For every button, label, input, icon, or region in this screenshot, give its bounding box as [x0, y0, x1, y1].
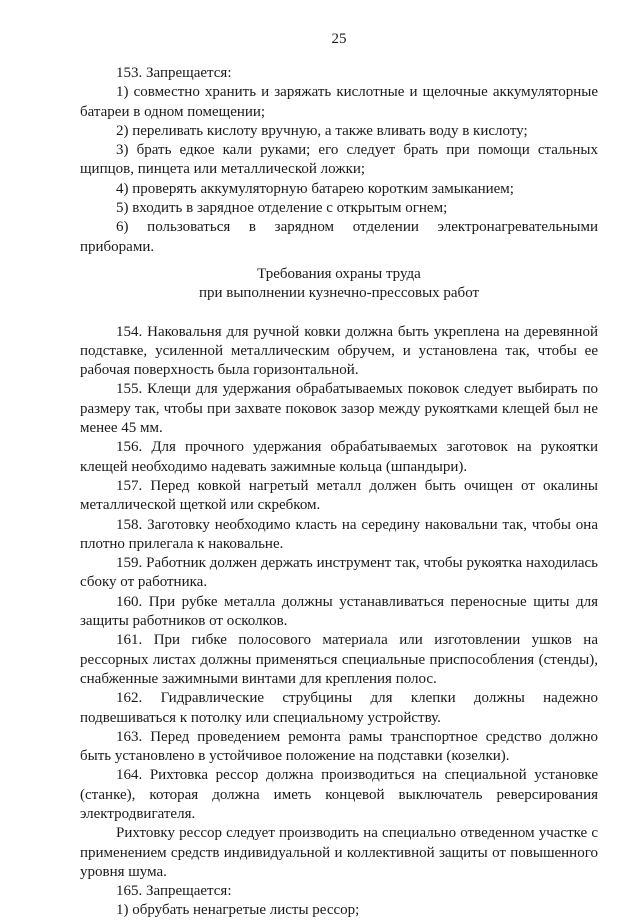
- paragraph-153: 153. Запрещается:: [116, 65, 232, 81]
- paragraph-160: 160. При рубке металла должны устанавливаться переносные щиты для защиты работников от осколков.: [80, 593, 598, 630]
- paragraph-155: 155. Клещи для удержания обрабатываемых поковок следует выбирать по размеру так, чтобы при захвате поковок зазор между рукоятками клещей был не менее 45 мм.: [80, 381, 598, 437]
- paragraph-159: 159. Работник должен держать инструмент так, чтобы рукоятка находилась сбоку от работника.: [80, 555, 598, 591]
- spacer: [80, 304, 598, 323]
- paragraph-156: 156. Для прочного удержания обрабатываемых заготовок на рукоятки клещей необходимо надевать зажимные кольца (шпандыри).: [80, 439, 598, 475]
- paragraph-153-item-2: 2) переливать кислоту вручную, а также вливать воду в кислоту;: [116, 122, 528, 139]
- paragraph-153-item-1: 1) совместно хранить и заряжать кислотные и щелочные аккумуляторные батареи в одном помещении;: [80, 84, 598, 120]
- paragraph-164-continued: Рихтовку рессор следует производить на специально отведенном участке с применением средств индивидуальной и коллективной защиты от повышенного уровня шума.: [80, 825, 598, 880]
- document-body: [80, 64, 598, 921]
- paragraph-153-item-3: 3) брать едкое кали руками; его следует брать при помощи стальных щипцов, пинцета или металлической ложки;: [80, 142, 598, 178]
- paragraph-165-item-1: 1) обрубать ненагретые листы рессор;: [116, 902, 360, 919]
- paragraph-154: 154. Наковальня для ручной ковки должна быть укреплена на деревянной подставке, усиленной металлическим обручем, и установлена так, чтобы ее рабочая поверхность была горизонтальной.: [80, 323, 598, 379]
- paragraph-163: 163. Перед проведением ремонта рамы транспортное средство должно быть установлено в устойчивое положение на подставки (козелки).: [80, 728, 598, 765]
- paragraph-153-item-6: 6) пользоваться в зарядном отделении электронагревательными приборами.: [80, 219, 598, 255]
- page-number: 25: [331, 31, 347, 47]
- paragraph-164: 164. Рихтовка рессор должна производиться на специальной установке (станке), которая должна иметь концевой выключатель реверсирования электродвигателя.: [80, 767, 598, 822]
- paragraph-153-item-4: 4) проверять аккумуляторную батарею коротким замыканием;: [116, 180, 514, 197]
- paragraph-157: 157. Перед ковкой нагретый металл должен быть очищен от окалины металлической щеткой или скребком.: [80, 477, 598, 514]
- paragraph-165: 165. Запрещается:: [116, 883, 232, 900]
- paragraph-162: 162. Гидравлические струбцины для клепки должны надежно подвешиваться к потолку или специальному устройству.: [80, 690, 598, 726]
- section-heading-line-2: при выполнении кузнечно-прессовых работ: [198, 285, 480, 302]
- paragraph-161: 161. При гибке полосового материала или изготовлении ушков на рессорных листах должны применяться специальные приспособления (стенды), снабженные зажимными винтами для крепления полос.: [80, 632, 598, 687]
- paragraph-158: 158. Заготовку необходимо класть на середину наковальни так, чтобы она плотно прилегала к наковальне.: [80, 516, 598, 552]
- paragraph-153-item-5: 5) входить в зарядное отделение с открытым огнем;: [116, 200, 448, 217]
- section-heading-line-1: Требования охраны труда: [257, 265, 421, 282]
- document-page: [80, 0, 598, 919]
